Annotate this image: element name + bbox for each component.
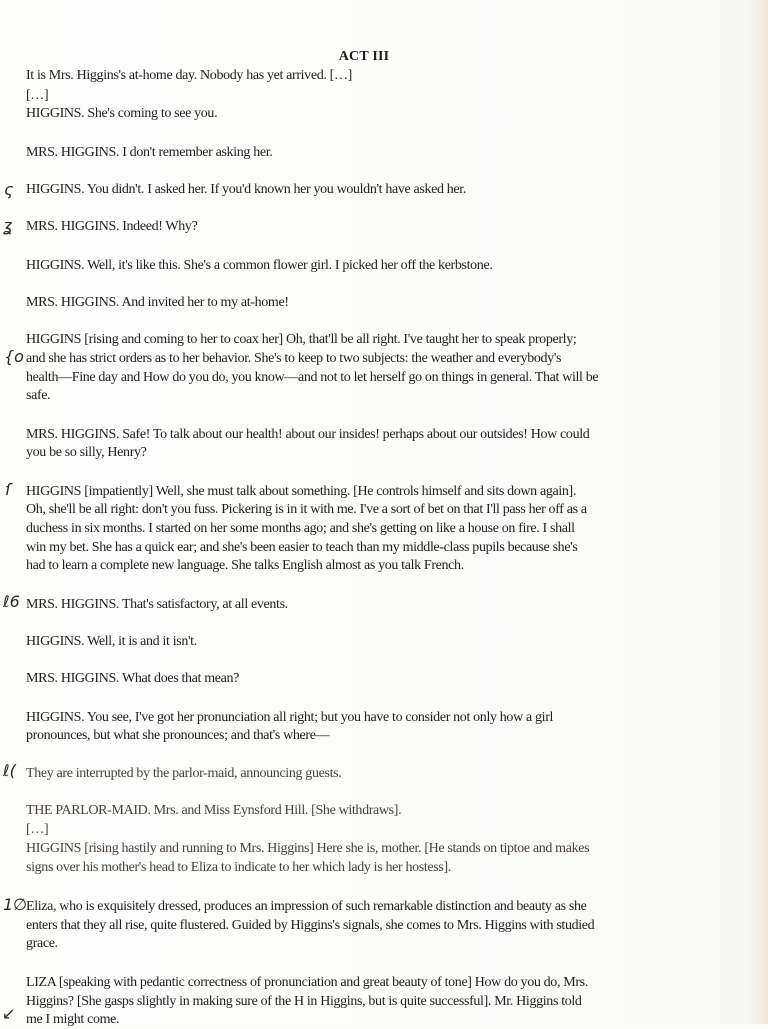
script-line: enters that they all rise, quite flustered. Guided by Higgins's signals, she comes to Mrs. Higgins with studied	[26, 918, 595, 933]
script-line: duchess in six months. I started on her some months ago; and she's getting on like a house on fire. I shall	[26, 521, 575, 536]
script-line: […]	[26, 822, 49, 837]
script-line: […]	[26, 88, 49, 103]
script-line: Oh, she'll be all right: don't you fuss. Pickering is in it with me. I've a sort of bet on that I'll pass her off as a	[26, 502, 587, 517]
script-line: MRS. HIGGINS. What does that mean?	[26, 671, 239, 686]
script-line: you be so silly, Henry?	[26, 445, 147, 460]
script-line: Higgins? [She gasps slightly in making sure of the H in Higgins, but is quite successful]. Mr. Higgins told	[26, 994, 582, 1009]
margin-number-mark: ſ	[5, 480, 11, 499]
script-line: MRS. HIGGINS. Indeed! Why?	[26, 219, 198, 234]
script-line: Eliza, who is exquisitely dressed, produces an impression of such remarkable distinction and beauty as she	[26, 899, 587, 914]
script-line: They are interrupted by the parlor-maid, announcing guests.	[26, 766, 342, 781]
script-line: MRS. HIGGINS. Safe! To talk about our health! about our insides! perhaps about our outsides! How could	[26, 427, 590, 442]
script-line: LIZA [speaking with pedantic correctness of pronunciation and great beauty of tone] How do you do, Mrs.	[26, 975, 588, 990]
script-line: HIGGINS. She's coming to see you.	[26, 106, 218, 121]
margin-number-mark: {o	[4, 347, 24, 366]
script-line: signs over his mother's head to Eliza to indicate to her which lady is her hostess].	[26, 860, 451, 875]
script-line: HIGGINS [rising hastily and running to Mrs. Higgins] Here she is, mother. [He stands on tiptoe and makes	[26, 841, 590, 856]
margin-number-mark: ς	[4, 180, 14, 199]
script-line: HIGGINS. You didn't. I asked her. If you'd known her you wouldn't have asked her.	[26, 182, 466, 197]
script-line: MRS. HIGGINS. And invited her to my at-home!	[26, 295, 289, 310]
margin-number-mark: ℓ(	[3, 761, 16, 780]
script-line: health—Fine day and How do you do, you know—and not to let herself go on things in general. That will be	[26, 370, 599, 385]
script-line: HIGGINS [rising and coming to her to coax her] Oh, that'll be all right. I've taught her to speak properly;	[26, 332, 577, 347]
margin-number-mark: ℓ6	[3, 592, 20, 611]
margin-number-mark: ʓ	[3, 216, 13, 235]
script-line: win my bet. She has a quick ear; and she's been easier to teach than my middle-class pupils because she's	[26, 540, 578, 555]
script-line: THE PARLOR-MAID. Mrs. and Miss Eynsford Hill. [She withdraws].	[26, 803, 402, 818]
script-line: HIGGINS. You see, I've got her pronunciation all right; but you have to consider not only how a girl	[26, 710, 554, 725]
script-line: and she has strict orders as to her behavior. She's to keep to two subjects: the weather and everybody's	[26, 351, 562, 366]
script-line: safe.	[26, 388, 51, 403]
script-line: had to learn a complete new language. She talks English almost as you talk French.	[26, 558, 464, 573]
script-line: HIGGINS [impatiently] Well, she must talk about something. [He controls himself and sits down again].	[26, 484, 577, 499]
script-line: grace.	[26, 936, 58, 951]
margin-number-mark: ↙	[2, 1004, 16, 1023]
script-line: pronounces, but what she pronounces; and that's where—	[26, 728, 330, 743]
script-line: MRS. HIGGINS. That's satisfactory, at all events.	[26, 597, 288, 612]
margin-number-mark: 1∅	[3, 895, 28, 914]
script-line: HIGGINS. Well, it is and it isn't.	[26, 634, 197, 649]
act-title: ACT III	[338, 49, 390, 64]
script-line: It is Mrs. Higgins's at-home day. Nobody has yet arrived. […]	[26, 68, 352, 83]
script-line: me I might come.	[26, 1012, 120, 1027]
script-line: HIGGINS. Well, it's like this. She's a common flower girl. I picked her off the kerbstone.	[26, 258, 493, 273]
script-line: MRS. HIGGINS. I don't remember asking her.	[26, 145, 273, 160]
